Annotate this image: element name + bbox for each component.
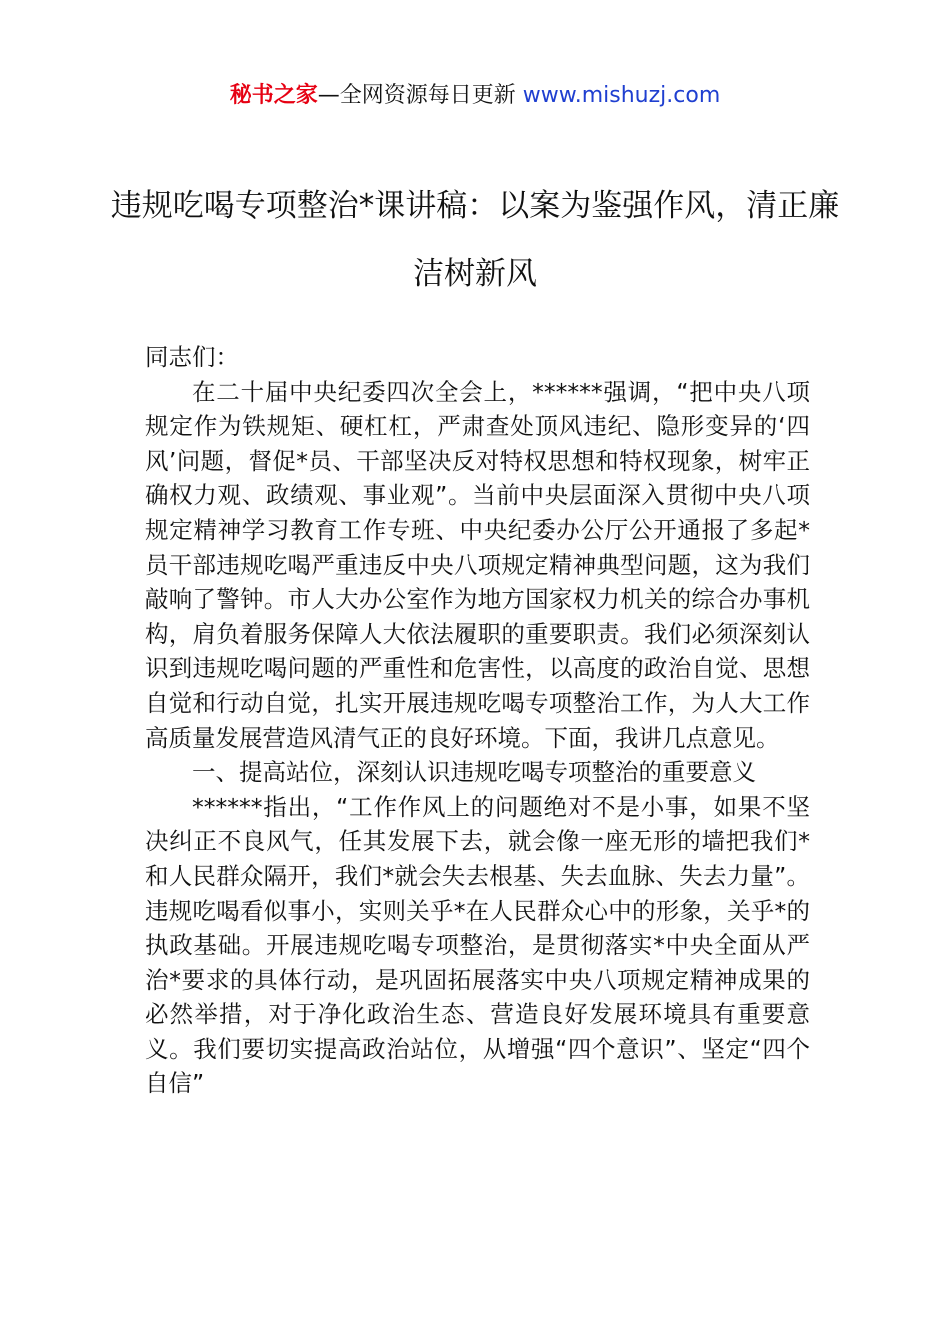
- site-header: [0, 80, 950, 112]
- site-brand: 秘书之家: [229, 83, 318, 108]
- paragraph-section-1: ******指出，“工作作风上的问题绝对不是小事，如果不坚决纠正不良风气，任其发展下去，就会像一座无形的墙把我们*和人民群众隔开，我们*就会失去根基、失去血脉、失去力量”。违规吃喝看似事小，实则关乎*在人民群众心中的形象，关乎*的执政基础。开展违规吃喝专项整治，是贯彻落实*中央全面从严治*要求的具体行动，是巩固拓展落实中央八项规定精神成果的必然举措，对于净化政治生态、营造良好发展环境具有重要意义。我们要切实提高政治站位，从增强“四个意识”、坚定“四个自信”: [145, 792, 810, 1098]
- paragraph-intro: 在二十届中央纪委四次全会上，******强调，“把中央八项规定作为铁规矩、硬杠杠，严肃查处顶风违纪、隐形变异的‘四风’问题，督促*员、干部坚决反对特权思想和特权现象，树牢正确权力观、政绩观、事业观”。当前中央层面深入贯彻中央八项规定精神学习教育工作专班、中央纪委办公厅公开通报了多起*员干部违规吃喝严重违反中央八项规定精神典型问题，这为我们敲响了警钟。市人大办公室作为地方国家权力机关的综合办事机构，肩负着服务保障人大依法履职的重要职责。我们必须深刻认识到违规吃喝问题的严重性和危害性，以高度的政治自觉、思想自觉和行动自觉，扎实开展违规吃喝专项整治工作，为人大工作高质量发展营造风清气正的良好环境。下面，我讲几点意见。: [145, 377, 810, 752]
- salutation: 同志们：: [145, 343, 239, 371]
- site-url-link[interactable]: www.mishuzj.com: [522, 83, 721, 108]
- document-body: [145, 340, 810, 1101]
- document-title: 违规吃喝专项整治*课讲稿：以案为鉴强作风，清正廉洁树新风: [110, 188, 840, 292]
- section-heading-1: 一、提高站位，深刻认识违规吃喝专项整治的重要意义: [192, 758, 756, 787]
- site-tagline: —全网资源每日更新: [317, 83, 516, 108]
